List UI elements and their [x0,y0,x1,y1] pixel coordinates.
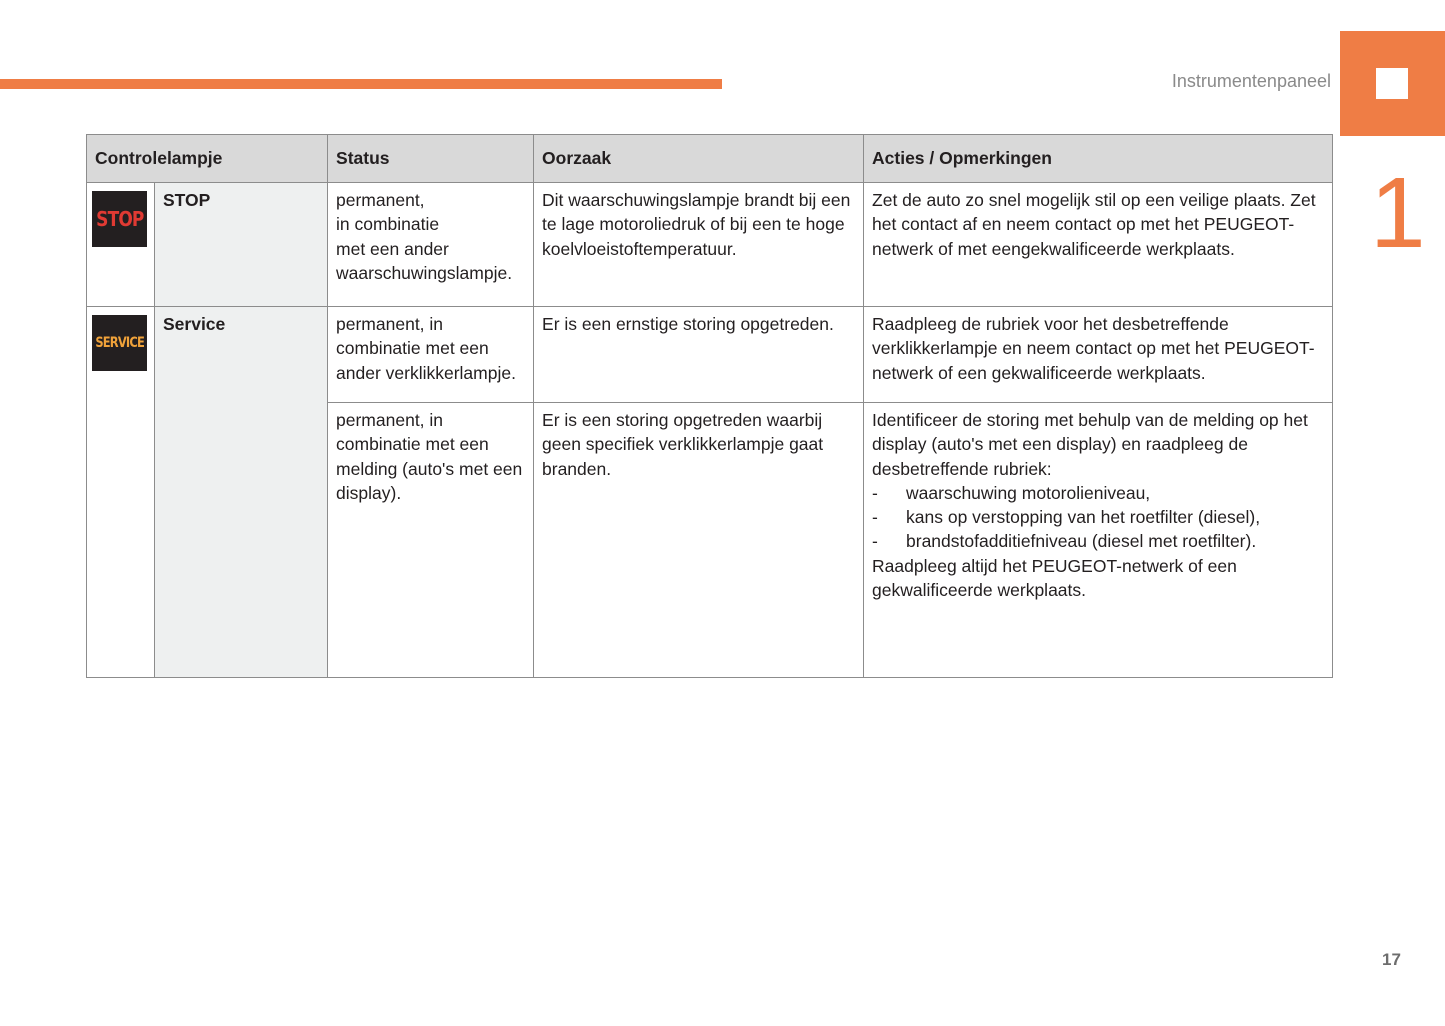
service-lamp-name: Service [155,307,328,678]
action-intro: Identificeer de storing met behulp van de melding op het display (auto's met een display) en raadpleeg de desbetreffende rubriek: [872,410,1308,479]
bullet-text: brandstofadditiefniveau (diesel met roetfilter). [906,531,1257,552]
service-action-cell: Raadpleeg de rubriek voor het desbetreffende verklikkerlampje en neem contact op met het PEUGEOT-netwerk of een gekwalificeerde werkplaats. [864,307,1333,403]
list-item [872,505,1324,529]
service-icon-cell [87,307,155,678]
stop-cause-cell: Dit waarschuwingslampje brandt bij een te lage motoroliedruk of bij een te hoge koelvloeistoftemperatuur. [534,183,864,307]
header-accent-bar [0,79,722,89]
stop-status-line: waarschuwingslampje. [336,262,513,283]
list-item [872,529,1324,553]
tab-square-icon [1376,68,1408,99]
service-cause-cell: Er is een ernstige storing opgetreden. [534,307,864,403]
table-row [87,183,1333,307]
service-status-cell-2: permanent, in combinatie met een melding (auto's met een display). [328,403,534,678]
service-action-cell-2 [864,403,1333,678]
service-cause-cell-2: Er is een storing opgetreden waarbij geen specifiek verklikkerlampje gaat branden. [534,403,864,678]
chapter-number: 1 [1370,157,1426,269]
bullet-mark: - [872,482,878,503]
action-outro: Raadpleeg altijd het PEUGEOT-netwerk of een gekwalificeerde werkplaats. [872,555,1237,601]
stop-icon-label: STOP [95,206,144,231]
bullet-text: waarschuwing motorolieniveau, [906,482,1151,503]
page-number: 17 [1382,950,1401,969]
table-header-row [87,135,1333,183]
service-warning-lamp-icon [92,315,147,371]
stop-icon-cell [87,183,155,307]
stop-status-line: met een ander [336,238,449,259]
stop-status-cell [328,183,534,307]
column-header-oorzaak: Oorzaak [534,135,864,183]
service-icon-label: SERVICE [95,334,144,351]
stop-action-cell: Zet de auto zo snel mogelijk stil op een veilige plaats. Zet het contact af en neem contact op met het PEUGEOT-netwerk of met eengekwalificeerde werkplaats. [864,183,1333,307]
stop-warning-lamp-icon [92,191,147,247]
chapter-tab [1340,31,1445,136]
warning-lamp-table [86,134,1333,678]
list-item [872,481,1324,505]
table-row [87,307,1333,403]
stop-status-line: in combinatie [336,214,440,235]
column-header-acties: Acties / Opmerkingen [864,135,1333,183]
section-title: Instrumentenpaneel [1171,71,1331,91]
stop-status-line: permanent, [336,190,425,210]
service-status-cell: permanent, in combinatie met een ander verklikkerlampje. [328,307,534,403]
bullet-mark: - [872,507,878,528]
bullet-mark: - [872,531,878,552]
bullet-text: kans op verstopping van het roetfilter (diesel), [906,507,1261,528]
column-header-status: Status [328,135,534,183]
column-header-controlelampje: Controlelampje [87,135,328,183]
stop-lamp-name: STOP [155,183,328,307]
